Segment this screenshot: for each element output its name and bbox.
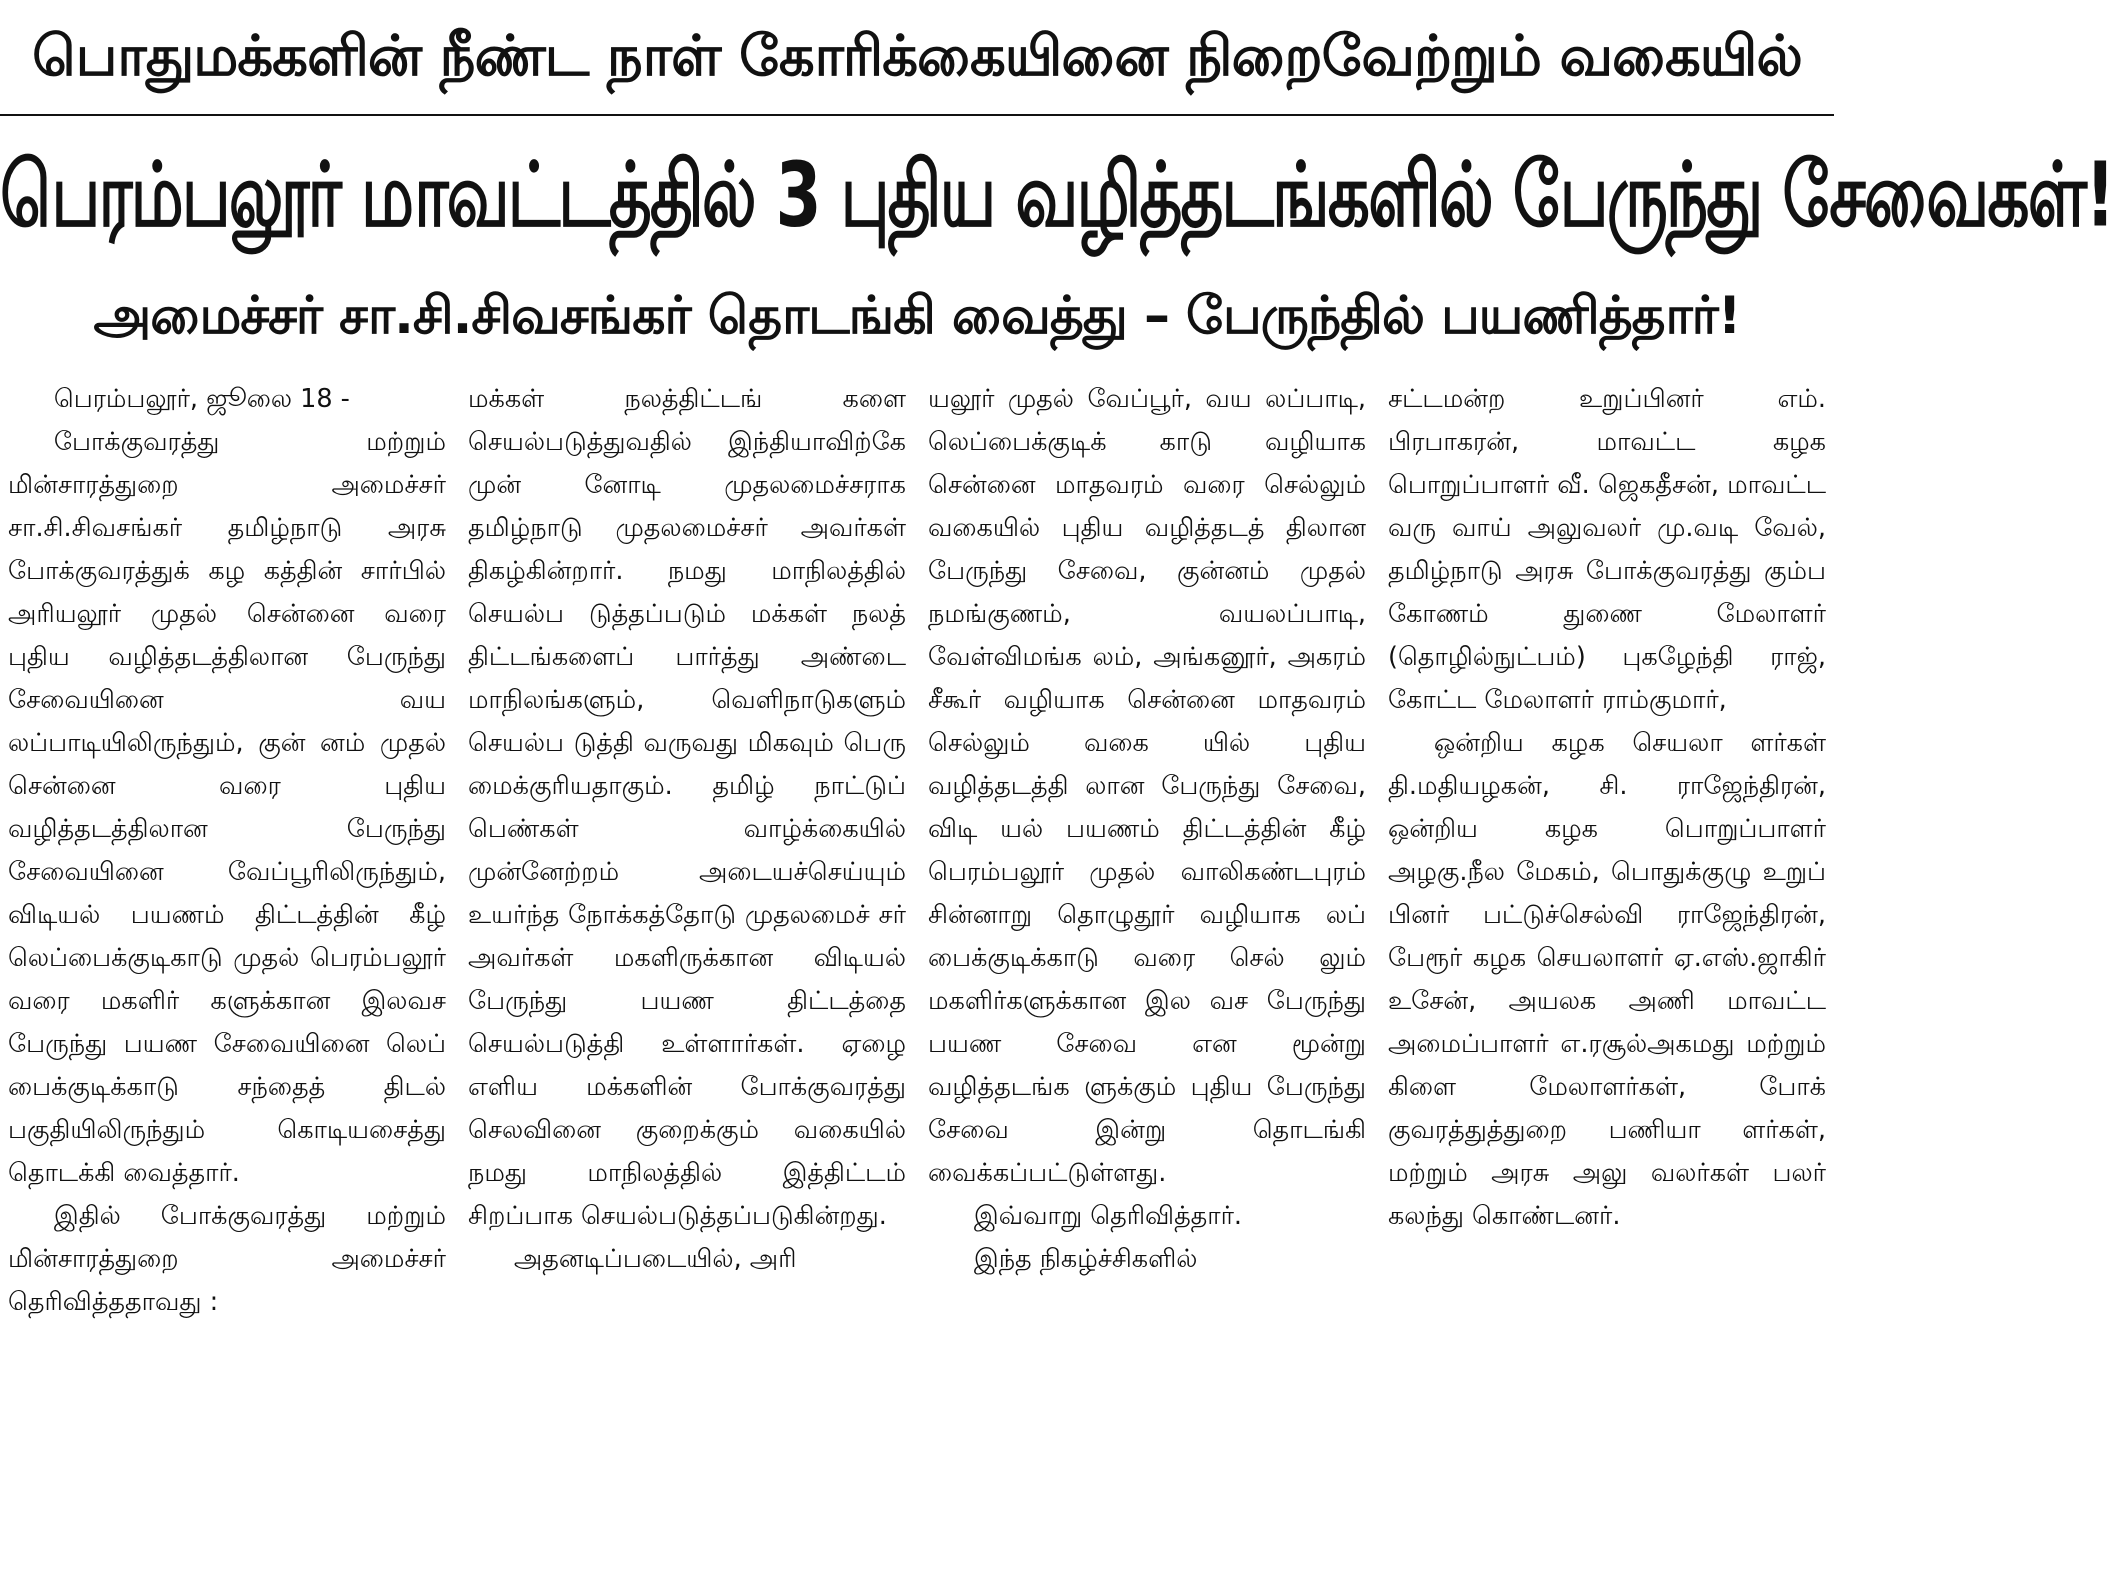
article-paragraph: இந்த நிகழ்ச்சிகளில் bbox=[973, 1244, 1198, 1274]
article-paragraph: யலூர் முதல் வேப்பூர், வய லப்பாடி, லெப்பைக்குடிக் காடு வழியாக சென்னை மாதவரம் வரை செல்லும் வகையில் புதிய வழித்தடத் திலான பேருந்து சேவை, குன்னம் முதல் நமங்குணம், வயலப்பாடி, வேள்விமங்க லம், அங்கனூர், அகரம் சீகூர் வழியாக சென்னை மாதவரம் செல்லும் வகை யில் புதிய வழித்தடத்தி லான பேருந்து சேவை, விடி யல் பயணம் திட்டத்தின் கீழ் பெரம்பலூர் முதல் வாலிகண்டபுரம் சின்னாறு தொழுதூர் வழியாக லப் பைக்குடிக்காடு வரை செல் லும் மகளிர்களுக்கான இல வச பேருந்து பயண சேவை என மூன்று வழித்தடங்க ளுக்கும் புதிய பேருந்து சேவை இன்று தொடங்கி வைக்கப்பட்டுள்ளது. bbox=[928, 384, 1366, 1188]
article-paragraph: மக்கள் நலத்திட்டங் களை செயல்படுத்துவதில் இந்தியாவிற்கே முன் னோடி முதலமைச்சராக தமிழ்நாடு முதலமைச்சர் அவர்கள் திகழ்கின்றார். நமது மாநிலத்தில் செயல்ப டுத்தப்படும் மக்கள் நலத் திட்டங்களைப் பார்த்து அண்டை மாநிலங்களும், வெளிநாடுகளும் செயல்ப டுத்தி வருவது மிகவும் பெரு மைக்குரியதாகும். தமிழ் நாட்டுப் பெண்கள் வாழ்க்கையில் முன்னேற்றம் அடையச்செய்யும் உயர்ந்த நோக்கத்தோடு முதலமைச் சர் அவர்கள் மகளிருக்கான விடியல் பேருந்து பயண திட்டத்தை செயல்படுத்தி உள்ளார்கள். ஏழை எளிய மக்களின் போக்குவரத்து செலவினை குறைக்கும் வகையில் நமது மாநிலத்தில் இத்திட்டம் சிறப்பாக செயல்படுத்தப்படுகின்றது. bbox=[468, 384, 906, 1231]
article-column-4 bbox=[1388, 378, 1826, 1574]
article-paragraph: அதனடிப்படையில், அரி bbox=[513, 1244, 797, 1274]
sub-headline: அமைச்சர் சா.சி.சிவசங்கர் தொடங்கி வைத்து – பேருந்தில் பயணித்தார்! bbox=[93, 286, 1741, 346]
kicker-headline: பொதுமக்களின் நீண்ட நாள் கோரிக்கையினை நிறைவேற்றும் வகையில் bbox=[32, 24, 1802, 89]
article-column-3 bbox=[928, 378, 1366, 1574]
article-body bbox=[8, 378, 1826, 1574]
article-column-2 bbox=[468, 378, 906, 1574]
article-paragraph: போக்குவரத்து மற்றும் மின்சாரத்துறை அமைச்சர் சா.சி.சிவசங்கர் தமிழ்நாடு அரசு போக்குவரத்துக் கழ கத்தின் சார்பில் அரியலூர் முதல் சென்னை வரை புதிய வழித்தடத்திலான பேருந்து சேவையினை வய லப்பாடியிலிருந்தும், குன் னம் முதல் சென்னை வரை புதிய வழித்தடத்திலான பேருந்து சேவையினை வேப்பூரிலிருந்தும், விடியல் பயணம் திட்டத்தின் கீழ் லெப்பைக்குடிகாடு முதல் பெரம்பலூர் வரை மகளிர் களுக்கான இலவச பேருந்து பயண சேவையினை லெப் பைக்குடிக்காடு சந்தைத் திடல் பகுதியிலிருந்தும் கொடியசைத்து தொடக்கி வைத்தார். bbox=[8, 427, 446, 1188]
article-paragraph: ஒன்றிய கழக செயலா ளர்கள் தி.மதியழகன், சி. ராஜேந்திரன், ஒன்றிய கழக பொறுப்பாளர் அழகு.நீல மேகம், பொதுக்குழு உறுப் பினர் பட்டுச்செல்வி ராஜேந்திரன், பேரூர் கழக செயலாளர் ஏ.எஸ்.ஜாகிர் உசேன், அயலக அணி மாவட்ட அமைப்பாளர் எ.ரசூல்அகமது மற்றும் கிளை மேலாளர்கள், போக் குவரத்துத்துறை பணியா ளர்கள், மற்றும் அரசு அலு வலர்கள் பலர் கலந்து கொண்டனர். bbox=[1388, 728, 1826, 1231]
article-column-1 bbox=[8, 378, 446, 1574]
dateline: பெரம்பலூர், ஜூலை 18 - bbox=[53, 384, 350, 414]
main-headline: பெரம்பலூர் மாவட்டத்தில் 3 புதிய வழித்தடங்களில் பேருந்து சேவைகள்! bbox=[0, 143, 2113, 248]
article-paragraph: சட்டமன்ற உறுப்பினர் எம். பிரபாகரன், மாவட்ட கழக பொறுப்பாளர் வீ. ஜெகதீசன், மாவட்ட வரு வாய் அலுவலர் மு.வடி வேல், தமிழ்நாடு அரசு போக்குவரத்து கும்ப கோணம் துணை மேலாளர் (தொழில்நுட்பம்) புகழேந்தி ராஜ், கோட்ட மேலாளர் ராம்குமார், bbox=[1388, 384, 1826, 715]
article-paragraph: இதில் போக்குவரத்து மற்றும் மின்சாரத்துறை அமைச்சர் தெரிவித்ததாவது : bbox=[8, 1201, 446, 1317]
article-paragraph: இவ்வாறு தெரிவித்தார். bbox=[973, 1201, 1243, 1231]
